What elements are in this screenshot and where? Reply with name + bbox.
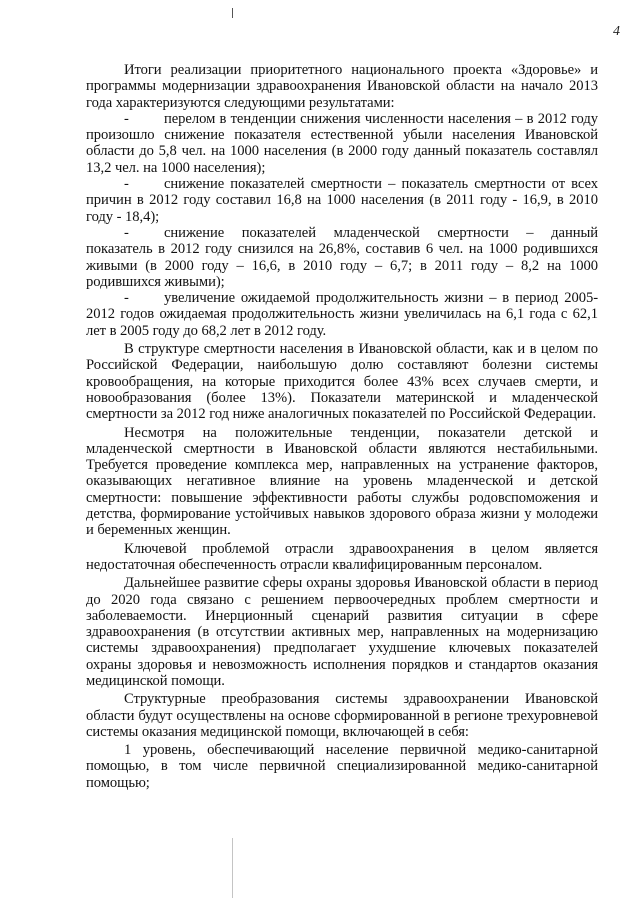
- paragraph-mortality-structure: В структуре смертности населения в Ивановской области, как и в целом по Российской Федерации, наибольшую долю составляют болезни системы кровообращения, на которые приходится более 43% всех случаев смерти, и новообразования (более 13%). Показатели материнской и младенческой смертности за 2012 год ниже аналогичных показателей по Российской Федерации.: [86, 341, 598, 423]
- page-number: 4: [613, 24, 620, 39]
- scan-artifact: [232, 838, 233, 898]
- paragraph-instability: Несмотря на положительные тенденции, показатели детской и младенческой смертности в Ивановской области являются нестабильными. Требуется проведение комплекса мер, направленных на устранение факторов, оказывающих негативное влияние на уровень младенческой и детской смертности: повышение эффективности работы службы родовспоможения и детства, формирование устойчивых навыков здорового образа жизни у молодежи и беременных женщин.: [86, 424, 598, 539]
- paragraph-development: Дальнейшее развитие сферы охраны здоровья Ивановской области в период до 2020 года связано с решением первоочередных проблем смертности и заболеваемости. Инерционный сценарий развития ситуации в сфере здравоохранения (в отсутствии активных мер, направленных на модернизацию системы здравоохранения) предполагает ухудшение ключевых показателей охраны здоровья и невозможность исполнения порядков и стандартов оказания медицинской помощи.: [86, 575, 598, 689]
- list-item-mortality: [86, 176, 598, 225]
- list-item-population: [86, 111, 598, 176]
- bullet-marker: -: [124, 224, 129, 241]
- list-item-text: снижение показателей младенческой смертности – данный показатель в 2012 году снизился на 26,8%, составив 6 чел. на 1000 родившихся живыми (в 2000 году – 16,6, в 2010 году – 6,7; в 2011 году – 8,2 на 1000 родившихся живыми);: [86, 224, 598, 290]
- list-item-infant-mortality: [86, 225, 598, 290]
- paragraph-key-problem: Ключевой проблемой отрасли здравоохранения в целом является недостаточная обеспеченность отрасли квалифицированным персоналом.: [86, 540, 598, 573]
- bullet-marker: -: [124, 110, 129, 127]
- paragraph-structural-changes: Структурные преобразования системы здравоохранении Ивановской области будут осуществлены на основе сформированной в регионе трехуровневой системы оказания медицинской помощи, включающей в себя:: [86, 691, 598, 740]
- scan-artifact: [232, 8, 233, 18]
- list-item-text: снижение показателей смертности – показатель смертности от всех причин в 2012 году составил 16,8 на 1000 населения (в 2011 году - 16,9, в 2010 году - 18,4);: [86, 176, 598, 225]
- paragraph-intro: Итоги реализации приоритетного национального проекта «Здоровье» и программы модернизации здравоохранения Ивановской области на начало 2013 года характеризуются следующими результатами:: [86, 62, 598, 111]
- list-item-life-expectancy: [86, 290, 598, 339]
- list-item-text: перелом в тенденции снижения численности населения – в 2012 году произошло снижение показателя естественной убыли населения Ивановской области до 5,8 чел. на 1000 населения (в 2000 году данный показатель составлял 13,2 чел. на 1000 населения);: [86, 110, 598, 176]
- list-item-text: увеличение ожидаемой продолжительность жизни – в период 2005-2012 годов ожидаемая продолжительность жизни увеличилась на 6,1 года с 62,1 лет в 2005 году до 68,2 лет в 2012 году.: [86, 290, 598, 339]
- paragraph-level-1: 1 уровень, обеспечивающий население первичной медико-санитарной помощью, в том числе первичной специализированной медико-санитарной помощью;: [86, 742, 598, 791]
- bullet-marker: -: [124, 176, 129, 193]
- document-body: [86, 62, 598, 791]
- bullet-marker: -: [124, 290, 129, 307]
